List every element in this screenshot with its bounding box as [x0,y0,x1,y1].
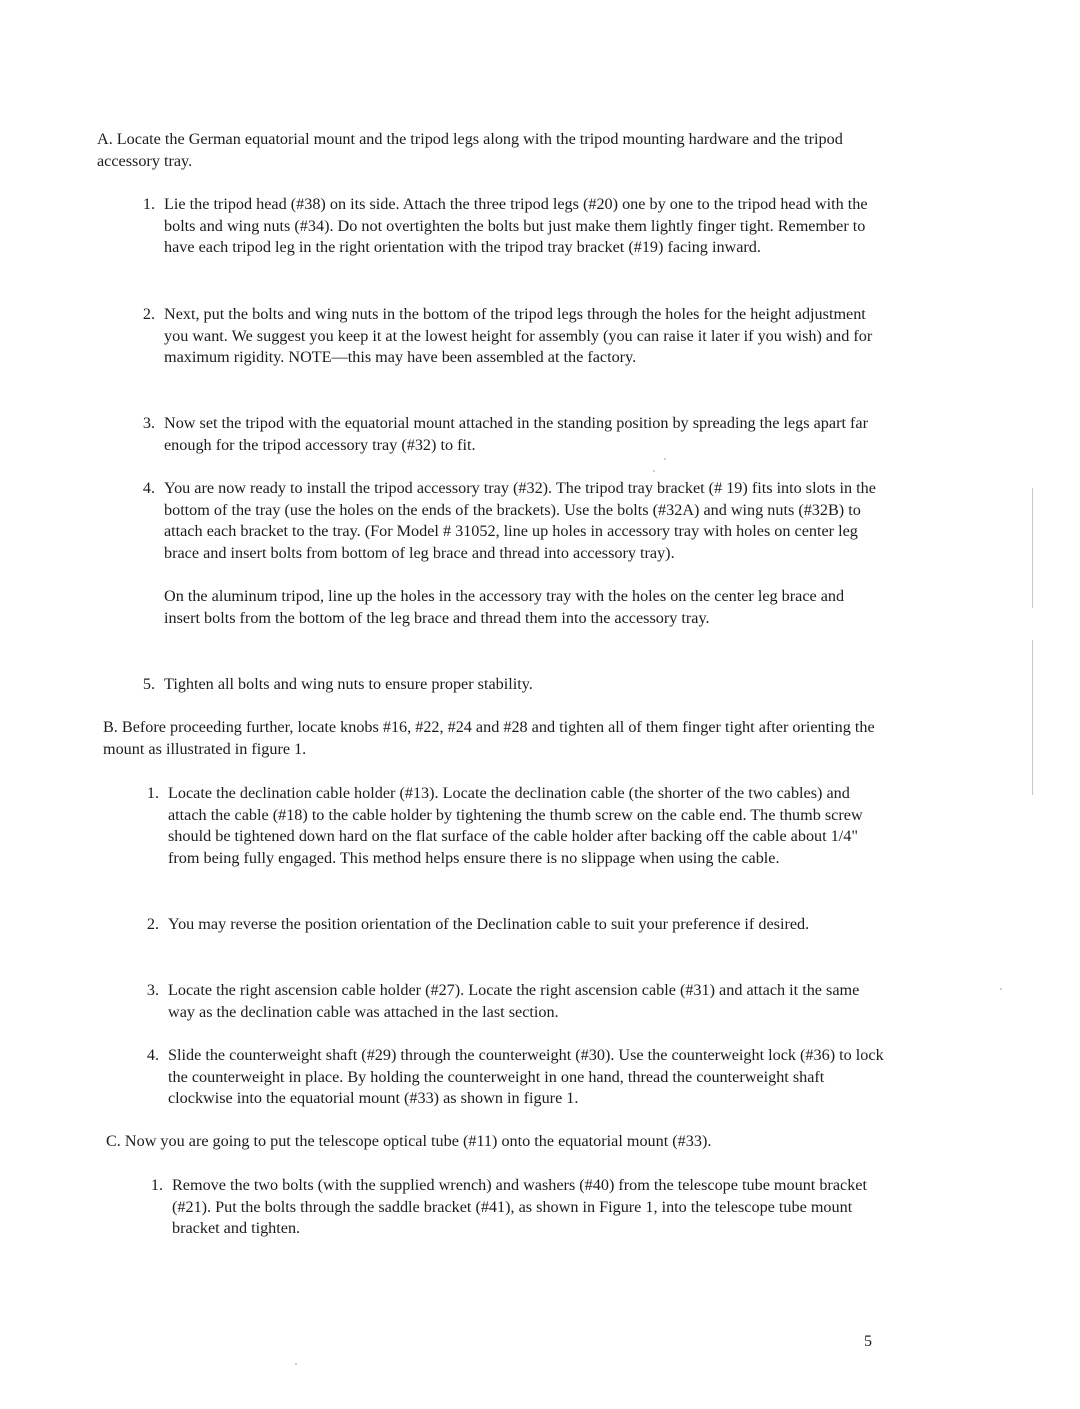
step-text: You may reverse the position orientation of the Declination cable to suit your preference if desired. [168,915,810,933]
step-number: 2. [146,915,159,933]
step-number: 2. [142,305,155,323]
section-a-text: Locate the German equatorial mount and the tripod legs along with the tripod mounting hardware and the tripod accessory tray. [97,130,843,170]
section-b-text: Before proceeding further, locate knobs #16, #22, #24 and #28 and tighten all of them finger tight after orienting the mount as illustrated in figure 1. [103,718,875,758]
scan-artifact-dot [295,1363,297,1365]
section-a-step-1 [142,194,884,259]
section-c-text: Now you are going to put the telescope optical tube (#11) onto the equatorial mount (#33). [124,1132,712,1150]
step-text: Locate the declination cable holder (#13). Locate the declination cable (the shorter of the two cables) and attach the cable (#18) to the cable holder by tightening the thumb screw on the cable end. The thumb screw should be tightened down hard on the flat surface of the cable holder after backing off the cable about 1/4" from being fully engaged. This method helps ensure there is no slippage when using the cable. [168,784,863,868]
section-b-label: B. [103,718,118,736]
step-text: Now set the tripod with the equatorial mount attached in the standing position by spreading the legs apart far enough for the tripod accessory tray (#32) to fit. [164,414,868,454]
section-b-step-2 [146,914,888,936]
step-text: Tighten all bolts and wing nuts to ensure proper stability. [164,675,533,693]
step-number: 3. [142,414,155,432]
section-a-label: A. [97,130,113,148]
step-number: 5. [142,675,155,693]
step-text: Slide the counterweight shaft (#29) through the counterweight (#30). Use the counterweight lock (#36) to lock the counterweight in place. By holding the counterweight in one hand, thread the counterweight shaft clockwise into the equatorial mount (#33) as shown in figure 1. [168,1046,884,1108]
scan-artifact-line [1032,488,1033,608]
section-b-intro [103,717,883,760]
scan-artifact-line [1032,640,1033,795]
section-b-step-3 [146,980,888,1023]
section-a-step-4 [142,478,884,629]
section-c-label: C. [106,1132,121,1150]
step-text: Remove the two bolts (with the supplied wrench) and washers (#40) from the telescope tube mount bracket (#21). Put the bolts through the saddle bracket (#41), as shown in Figure 1, into the telescope tube mount bracket and tighten. [172,1176,867,1238]
scan-artifact-dot [1000,988,1002,990]
section-a-intro [97,129,877,172]
step-text: Next, put the bolts and wing nuts in the bottom of the tripod legs through the holes for the height adjustment you want. We suggest you keep it at the lowest height for assembly (you can raise it later if you wish) and for maximum rigidity. NOTE—this may have been assembled at the factory. [164,305,873,367]
section-b-step-1 [146,783,888,870]
step-number: 1. [146,784,159,802]
section-b-step-4 [146,1045,888,1110]
step-number: 1. [142,195,155,213]
scan-artifact-dot [653,470,655,472]
step-number: 4. [142,479,155,497]
section-a-step-2 [142,304,884,369]
step-text: Locate the right ascension cable holder (#27). Locate the right ascension cable (#31) and attach it the same way as the declination cable was attached in the last section. [168,981,860,1021]
scan-artifact-dot [664,458,666,460]
step-number: 3. [146,981,159,999]
section-a-step-3 [142,413,884,456]
step-number: 4. [146,1046,159,1064]
section-c-step-1 [150,1175,892,1240]
step-text: You are now ready to install the tripod accessory tray (#32). The tripod tray bracket (# 19) fits into slots in the bottom of the tray (use the holes on the ends of the brackets). Use the bolts (#32A) and wing nuts (#32B) to attach each bracket to the tray. (For Model # 31052, line up holes in accessory tray with holes on center leg brace and insert bolts from bottom of leg brace and thread into accessory tray). [164,479,876,563]
step-number: 1. [150,1176,163,1194]
step-extra-text: On the aluminum tripod, line up the holes in the accessory tray with the holes on the center leg brace and insert bolts from the bottom of the leg brace and thread them into the accessory tray. [164,586,845,627]
section-a-step-5 [142,674,884,696]
step-text: Lie the tripod head (#38) on its side. Attach the three tripod legs (#20) one by one to the tripod head with the bolts and wing nuts (#34). Do not overtighten the bolts but just make them lightly finger tight. Remember to have each tripod leg in the right orientation with the tripod tray bracket (#19) facing inward. [164,195,868,257]
section-c-intro [106,1131,886,1153]
page-number: 5 [864,1333,872,1350]
